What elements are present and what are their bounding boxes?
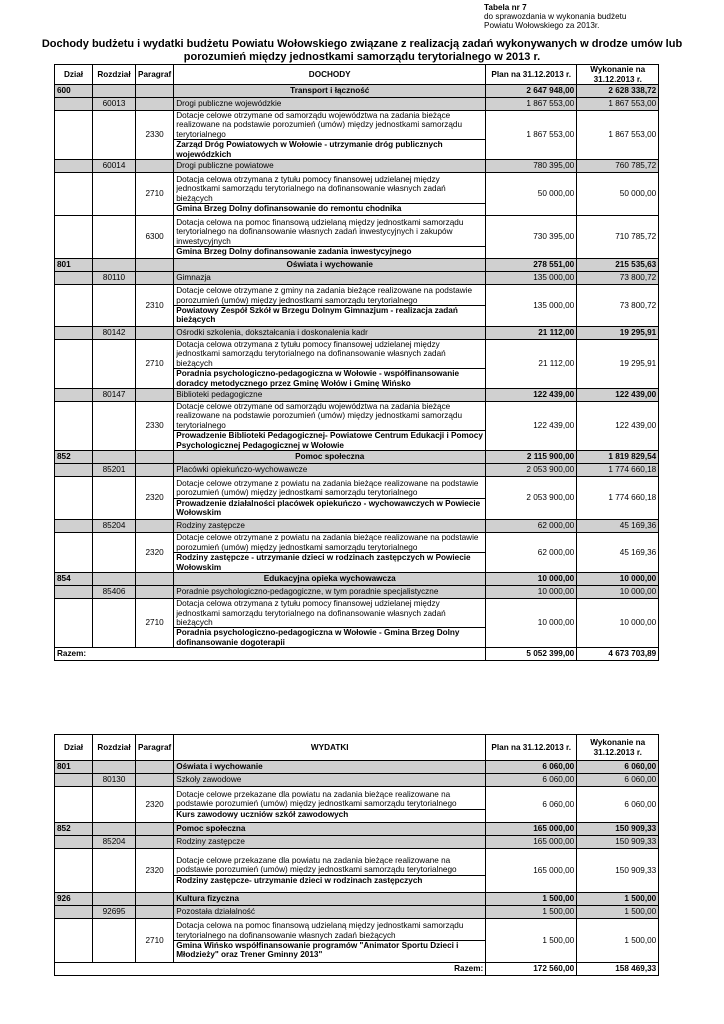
plan-value: 2 647 948,00	[486, 85, 577, 98]
rozdzial-code	[93, 573, 136, 586]
dzial-code	[55, 216, 93, 259]
dzial-code: 852	[55, 823, 93, 836]
dzial-code	[55, 836, 93, 849]
rozdzial-code	[93, 761, 136, 774]
rozdzial-code	[93, 919, 136, 963]
paragraf-description: Dotacja celowa na pomoc finansową udzielaną między jednostkami samorządu terytorialnego na dofinansowanie własnych zadań bieżących	[176, 921, 464, 940]
task-description: Kurs zawodowy uczniów szkół zawodowych	[174, 809, 485, 819]
rozdzial-code: 60014	[93, 160, 136, 173]
plan-value: 10 000,00	[486, 599, 577, 648]
dzial-row	[55, 823, 659, 836]
dzial-code	[55, 389, 93, 402]
dzial-code	[55, 533, 93, 573]
paragraf-row	[55, 477, 659, 520]
task-description: Gmina Wińsko współfinansowanie programów "Animator Sportu Dzieci i Młodzieży" oraz Trener Gminny 2013"	[174, 940, 485, 960]
paragraf-code	[136, 272, 174, 285]
rozdzial-code	[93, 402, 136, 451]
wyk-value: 1 774 660,18	[577, 464, 659, 477]
paragraf-code	[136, 823, 174, 836]
task-description: Gmina Brzeg Dolny dofinansowanie do remontu chodnika	[174, 203, 485, 213]
dzial-code: 600	[55, 85, 93, 98]
dzial-code	[55, 272, 93, 285]
dzial-code	[55, 774, 93, 787]
rozdzial-code	[93, 533, 136, 573]
wyk-value: 1 867 553,00	[577, 98, 659, 111]
wyk-value: 150 909,33	[577, 823, 659, 836]
col-paragraf: Paragraf	[136, 735, 174, 761]
plan-value: 21 112,00	[486, 340, 577, 389]
rozdzial-code	[93, 477, 136, 520]
dzial-code: 926	[55, 893, 93, 906]
wyk-value: 122 439,00	[577, 402, 659, 451]
col-wyk: Wykonanie na 31.12.2013 r.	[577, 735, 659, 761]
paragraf-description: Dotacje celowe otrzymane od samorządu województwa na zadania bieżące realizowane na podstawie porozumień (umów) między jednostkami samorządu terytorialnego	[176, 402, 463, 430]
dzial-code	[55, 327, 93, 340]
rozdzial-name: Rodziny zastępcze	[174, 520, 486, 533]
wyk-value: 73 800,72	[577, 272, 659, 285]
paragraf-row	[55, 340, 659, 389]
plan-value: 1 500,00	[486, 893, 577, 906]
paragraf-description-cell	[174, 787, 486, 823]
rozdzial-code: 80142	[93, 327, 136, 340]
rozdzial-code: 85204	[93, 836, 136, 849]
wyk-value: 19 295,91	[577, 340, 659, 389]
plan-value: 1 867 553,00	[486, 98, 577, 111]
paragraf-code	[136, 98, 174, 111]
paragraf-description: Dotacje celowe otrzymane z powiatu na zadania bieżące realizowane na podstawie porozumień (umów) między jednostkami samorządu terytorialnego	[176, 478, 479, 498]
plan-value: 2 053 900,00	[486, 464, 577, 477]
rozdzial-code	[93, 259, 136, 272]
wyk-value: 6 060,00	[577, 774, 659, 787]
paragraf-description: Dotacja celowa otrzymana z tytułu pomocy finansowej udzielanej między jednostkami samorządu terytorialnego na dofinansowanie własnych zadań bieżących	[176, 599, 446, 627]
rozdzial-code: 85201	[93, 464, 136, 477]
table-number: Tabela nr 7	[484, 3, 527, 12]
rozdzial-code: 92695	[93, 906, 136, 919]
col-name: WYDATKI	[174, 735, 486, 761]
rozdzial-row	[55, 272, 659, 285]
paragraf-code	[136, 573, 174, 586]
col-plan: Plan na 31.12.2013 r.	[486, 735, 577, 761]
rozdzial-code: 85406	[93, 586, 136, 599]
dzial-code	[55, 464, 93, 477]
wyk-value: 50 000,00	[577, 173, 659, 216]
dzial-code	[55, 849, 93, 893]
plan-value: 2 053 900,00	[486, 477, 577, 520]
paragraf-description-cell	[174, 919, 486, 963]
wyk-value: 10 000,00	[577, 573, 659, 586]
dzial-name: Oświata i wychowanie	[174, 259, 486, 272]
rozdzial-name: Ośrodki szkolenia, dokształcania i doskonalenia kadr	[174, 327, 486, 340]
income-table	[54, 64, 659, 661]
rozdzial-code	[93, 173, 136, 216]
task-description: Powiatowy Zespół Szkół w Brzegu Dolnym Gimnazjum - realizacja zadań bieżących	[174, 305, 485, 325]
plan-value: 165 000,00	[486, 849, 577, 893]
plan-value: 10 000,00	[486, 586, 577, 599]
paragraf-code	[136, 906, 174, 919]
paragraf-description-cell	[174, 340, 486, 389]
rozdzial-row	[55, 520, 659, 533]
plan-value: 1 500,00	[486, 906, 577, 919]
paragraf-row	[55, 533, 659, 573]
rozdzial-name: Pozostała działalność	[174, 906, 486, 919]
rozdzial-name: Placówki opiekuńczo-wychowawcze	[174, 464, 486, 477]
dzial-code	[55, 919, 93, 963]
paragraf-row	[55, 599, 659, 648]
rozdzial-code	[93, 451, 136, 464]
total-plan: 5 052 399,00	[486, 648, 577, 661]
paragraf-row	[55, 849, 659, 893]
rozdzial-code	[93, 285, 136, 327]
paragraf-row	[55, 111, 659, 160]
dzial-row	[55, 85, 659, 98]
wyk-value: 1 500,00	[577, 893, 659, 906]
rozdzial-row	[55, 464, 659, 477]
col-rozdzial: Rozdział	[93, 735, 136, 761]
paragraf-code: 2320	[136, 787, 174, 823]
task-description: Prowadzenie Biblioteki Pedagogicznej- Powiatowe Centrum Edukacji i Pomocy Psychologicznej Pedagogicznej w Wołowie	[174, 430, 485, 450]
rozdzial-row	[55, 836, 659, 849]
wyk-value: 150 909,33	[577, 836, 659, 849]
col-dzial: Dział	[55, 65, 93, 85]
plan-value: 165 000,00	[486, 823, 577, 836]
task-description: Poradnia psychologiczno-pedagogiczna w Wołowie - współfinansowanie doradcy metodycznego przez Gminę Wołów i Gminę Wińsko	[174, 368, 485, 388]
paragraf-code: 2710	[136, 173, 174, 216]
rozdzial-row	[55, 160, 659, 173]
rozdzial-name: Drogi publiczne powiatowe	[174, 160, 486, 173]
total-plan: 172 560,00	[486, 963, 577, 976]
rozdzial-code	[93, 111, 136, 160]
expenses-table	[54, 734, 659, 976]
dzial-row	[55, 893, 659, 906]
dzial-code	[55, 787, 93, 823]
paragraf-description-cell	[174, 533, 486, 573]
paragraf-description-cell	[174, 477, 486, 520]
wyk-value: 1 819 829,54	[577, 451, 659, 464]
title-line-1: Dochody budżetu i wydatki budżetu Powiatu Wołowskiego związane z realizacją zadań wykonywanych w drodze umów lub	[41, 38, 683, 50]
rozdzial-code: 80130	[93, 774, 136, 787]
paragraf-description-cell	[174, 599, 486, 648]
wyk-value: 45 169,36	[577, 533, 659, 573]
paragraf-code: 2710	[136, 919, 174, 963]
paragraf-row	[55, 173, 659, 216]
dzial-code	[55, 906, 93, 919]
paragraf-code	[136, 761, 174, 774]
wyk-value: 1 774 660,18	[577, 477, 659, 520]
plan-value: 135 000,00	[486, 285, 577, 327]
plan-value: 278 551,00	[486, 259, 577, 272]
dzial-code	[55, 98, 93, 111]
dzial-code	[55, 173, 93, 216]
task-description: Gmina Brzeg Dolny dofinansowanie zadania inwestycyjnego	[174, 246, 485, 256]
plan-value: 122 439,00	[486, 402, 577, 451]
document-title	[30, 38, 694, 64]
paragraf-code	[136, 389, 174, 402]
dzial-name: Transport i łączność	[174, 85, 486, 98]
wyk-value: 45 169,36	[577, 520, 659, 533]
wyk-value: 760 785,72	[577, 160, 659, 173]
wyk-value: 1 500,00	[577, 906, 659, 919]
paragraf-code	[136, 464, 174, 477]
paragraf-code	[136, 520, 174, 533]
rozdzial-row	[55, 586, 659, 599]
paragraf-code: 6300	[136, 216, 174, 259]
paragraf-code	[136, 259, 174, 272]
dzial-name: Pomoc społeczna	[174, 823, 486, 836]
rozdzial-code	[93, 823, 136, 836]
plan-value: 6 060,00	[486, 761, 577, 774]
rozdzial-row	[55, 98, 659, 111]
col-wyk: Wykonanie na 31.12.2013 r.	[577, 65, 659, 85]
paragraf-row	[55, 919, 659, 963]
paragraf-code	[136, 85, 174, 98]
rozdzial-name: Rodziny zastępcze	[174, 836, 486, 849]
rozdzial-row	[55, 774, 659, 787]
plan-value: 21 112,00	[486, 327, 577, 340]
total-wyk: 158 469,33	[577, 963, 659, 976]
col-paragraf: Paragraf	[136, 65, 174, 85]
plan-value: 780 395,00	[486, 160, 577, 173]
wyk-value: 150 909,33	[577, 849, 659, 893]
document-header-note	[484, 3, 684, 31]
col-name: DOCHODY	[174, 65, 486, 85]
plan-value: 10 000,00	[486, 573, 577, 586]
wyk-value: 73 800,72	[577, 285, 659, 327]
paragraf-description: Dotacja celowa na pomoc finansową udzielaną między jednostkami samorządu terytorialnego na dofinansowanie własnych zadań inwestycyjnych i zakupów inwestycyjnych	[176, 217, 464, 246]
dzial-code	[55, 402, 93, 451]
rozdzial-row	[55, 327, 659, 340]
col-rozdzial: Rozdział	[93, 65, 136, 85]
rozdzial-name: Biblioteki pedagogiczne	[174, 389, 486, 402]
paragraf-code	[136, 160, 174, 173]
plan-value: 62 000,00	[486, 533, 577, 573]
expenses-table-body	[55, 735, 659, 976]
wyk-value: 6 060,00	[577, 787, 659, 823]
dzial-code	[55, 520, 93, 533]
paragraf-code: 2320	[136, 849, 174, 893]
paragraf-code: 2320	[136, 477, 174, 520]
rozdzial-row	[55, 389, 659, 402]
plan-value: 6 060,00	[486, 774, 577, 787]
paragraf-description-cell	[174, 111, 486, 160]
col-dzial: Dział	[55, 735, 93, 761]
dzial-name: Oświata i wychowanie	[174, 761, 486, 774]
paragraf-description-cell	[174, 173, 486, 216]
dzial-name: Edukacyjna opieka wychowawcza	[174, 573, 486, 586]
plan-value: 730 395,00	[486, 216, 577, 259]
plan-value: 165 000,00	[486, 836, 577, 849]
rozdzial-code: 80110	[93, 272, 136, 285]
plan-value: 50 000,00	[486, 173, 577, 216]
paragraf-description: Dotacja celowa otrzymana z tytułu pomocy finansowej udzielanej między jednostkami samorządu terytorialnego na dofinansowanie własnych zadań bieżących	[176, 340, 446, 368]
wyk-value: 122 439,00	[577, 389, 659, 402]
dzial-code	[55, 160, 93, 173]
plan-value: 135 000,00	[486, 272, 577, 285]
rozdzial-name: Gimnazja	[174, 272, 486, 285]
dzial-code	[55, 285, 93, 327]
plan-value: 1 867 553,00	[486, 111, 577, 160]
expenses-header-row	[55, 735, 659, 761]
wyk-value: 2 628 338,72	[577, 85, 659, 98]
paragraf-code: 2710	[136, 599, 174, 648]
col-plan: Plan na 31.12.2013 r.	[486, 65, 577, 85]
paragraf-row	[55, 285, 659, 327]
header-line-3: Powiatu Wołowskiego za 2013r.	[484, 21, 600, 31]
total-wyk: 4 673 703,89	[577, 648, 659, 661]
dzial-row	[55, 573, 659, 586]
task-description: Poradnia psychologiczno-pedagogiczna w Wołowie - Gmina Brzeg Dolny dofinansowanie dogoterapii	[174, 627, 485, 647]
rozdzial-code	[93, 787, 136, 823]
task-description: Rodziny zastępcze - utrzymanie dzieci w rodzinach zastępczych w Powiecie Wołowskim	[174, 552, 485, 572]
paragraf-code: 2310	[136, 285, 174, 327]
dzial-name: Pomoc społeczna	[174, 451, 486, 464]
paragraf-description: Dotacje celowe przekazane dla powiatu na zadania bieżące realizowane na podstawie porozumień (umów) między jednostkami samorządu terytorialnego	[176, 789, 457, 809]
wyk-value: 10 000,00	[577, 586, 659, 599]
dzial-code: 854	[55, 573, 93, 586]
wyk-value: 19 295,91	[577, 327, 659, 340]
paragraf-description: Dotacje celowe przekazane dla powiatu na zadania bieżące realizowane na podstawie porozumień (umów) między jednostkami samorządu terytorialnego	[176, 855, 457, 875]
paragraf-code: 2330	[136, 111, 174, 160]
paragraf-code	[136, 836, 174, 849]
paragraf-code	[136, 327, 174, 340]
dzial-code	[55, 111, 93, 160]
dzial-code: 801	[55, 259, 93, 272]
wyk-value: 1 500,00	[577, 919, 659, 963]
paragraf-code	[136, 893, 174, 906]
wyk-value: 6 060,00	[577, 761, 659, 774]
paragraf-description: Dotacje celowe otrzymane od samorządu województwa na zadania bieżące realizowane na podstawie porozumień (umów) między jednostkami samorządu terytorialnego	[176, 111, 463, 139]
rozdzial-name: Szkoły zawodowe	[174, 774, 486, 787]
paragraf-description: Dotacje celowe otrzymane z powiatu na zadania bieżące realizowane na podstawie porozumień (umów) między jednostkami samorządu terytorialnego	[176, 533, 479, 552]
wyk-value: 1 867 553,00	[577, 111, 659, 160]
paragraf-code	[136, 451, 174, 464]
dzial-name: Kultura fizyczna	[174, 893, 486, 906]
paragraf-description: Dotacje celowe otrzymane z gminy na zadania bieżące realizowane na podstawie porozumień (umów) między jednostkami samorządu terytorialnego	[176, 286, 473, 305]
paragraf-description-cell	[174, 216, 486, 259]
dzial-row	[55, 259, 659, 272]
plan-value: 122 439,00	[486, 389, 577, 402]
paragraf-description-cell	[174, 849, 486, 893]
paragraf-description-cell	[174, 402, 486, 451]
dzial-row	[55, 761, 659, 774]
total-label: Razem:	[55, 648, 486, 661]
paragraf-description-cell	[174, 285, 486, 327]
wyk-value: 215 535,63	[577, 259, 659, 272]
rozdzial-code	[93, 599, 136, 648]
dzial-code: 801	[55, 761, 93, 774]
task-description: Zarząd Dróg Powiatowych w Wołowie - utrzymanie dróg publicznych wojewódzkich	[174, 139, 485, 159]
dzial-row	[55, 451, 659, 464]
paragraf-code	[136, 774, 174, 787]
wyk-value: 710 785,72	[577, 216, 659, 259]
rozdzial-row	[55, 906, 659, 919]
task-description: Prowadzenie działalności placówek opiekuńczo - wychowawczych w Powiecie Wołowskim	[174, 498, 485, 518]
paragraf-code	[136, 586, 174, 599]
paragraf-row	[55, 216, 659, 259]
task-description: Rodziny zastępcze- utrzymanie dzieci w rodzinach zastępczych	[174, 875, 485, 885]
rozdzial-code: 60013	[93, 98, 136, 111]
paragraf-code: 2330	[136, 402, 174, 451]
paragraf-description: Dotacja celowa otrzymana z tytułu pomocy finansowej udzielanej między jednostkami samorządu terytorialnego na dofinansowanie własnych zadań bieżących	[176, 174, 446, 203]
title-line-2: porozumień między jednostkami samorządu terytorialnego w 2013 r.	[183, 50, 541, 63]
rozdzial-code: 85204	[93, 520, 136, 533]
dzial-code	[55, 586, 93, 599]
rozdzial-code	[93, 216, 136, 259]
dzial-code	[55, 340, 93, 389]
dzial-code	[55, 599, 93, 648]
total-label: Razem:	[55, 963, 486, 976]
total-row	[55, 648, 659, 661]
paragraf-code: 2320	[136, 533, 174, 573]
paragraf-row	[55, 402, 659, 451]
rozdzial-code	[93, 85, 136, 98]
paragraf-code: 2710	[136, 340, 174, 389]
plan-value: 6 060,00	[486, 787, 577, 823]
plan-value: 1 500,00	[486, 919, 577, 963]
income-table-body	[55, 65, 659, 661]
rozdzial-code: 80147	[93, 389, 136, 402]
plan-value: 62 000,00	[486, 520, 577, 533]
dzial-code: 852	[55, 451, 93, 464]
rozdzial-code	[93, 893, 136, 906]
rozdzial-name: Poradnie psychologiczno-pedagogiczne, w tym poradnie specjalistyczne	[174, 586, 486, 599]
wyk-value: 10 000,00	[577, 599, 659, 648]
paragraf-row	[55, 787, 659, 823]
dzial-code	[55, 477, 93, 520]
header-line-2: do sprawozdania w wykonania budżetu	[484, 12, 627, 22]
plan-value: 2 115 900,00	[486, 451, 577, 464]
total-row	[55, 963, 659, 976]
rozdzial-code	[93, 849, 136, 893]
rozdzial-code	[93, 340, 136, 389]
income-header-row	[55, 65, 659, 85]
rozdzial-name: Drogi publiczne wojewódzkie	[174, 98, 486, 111]
